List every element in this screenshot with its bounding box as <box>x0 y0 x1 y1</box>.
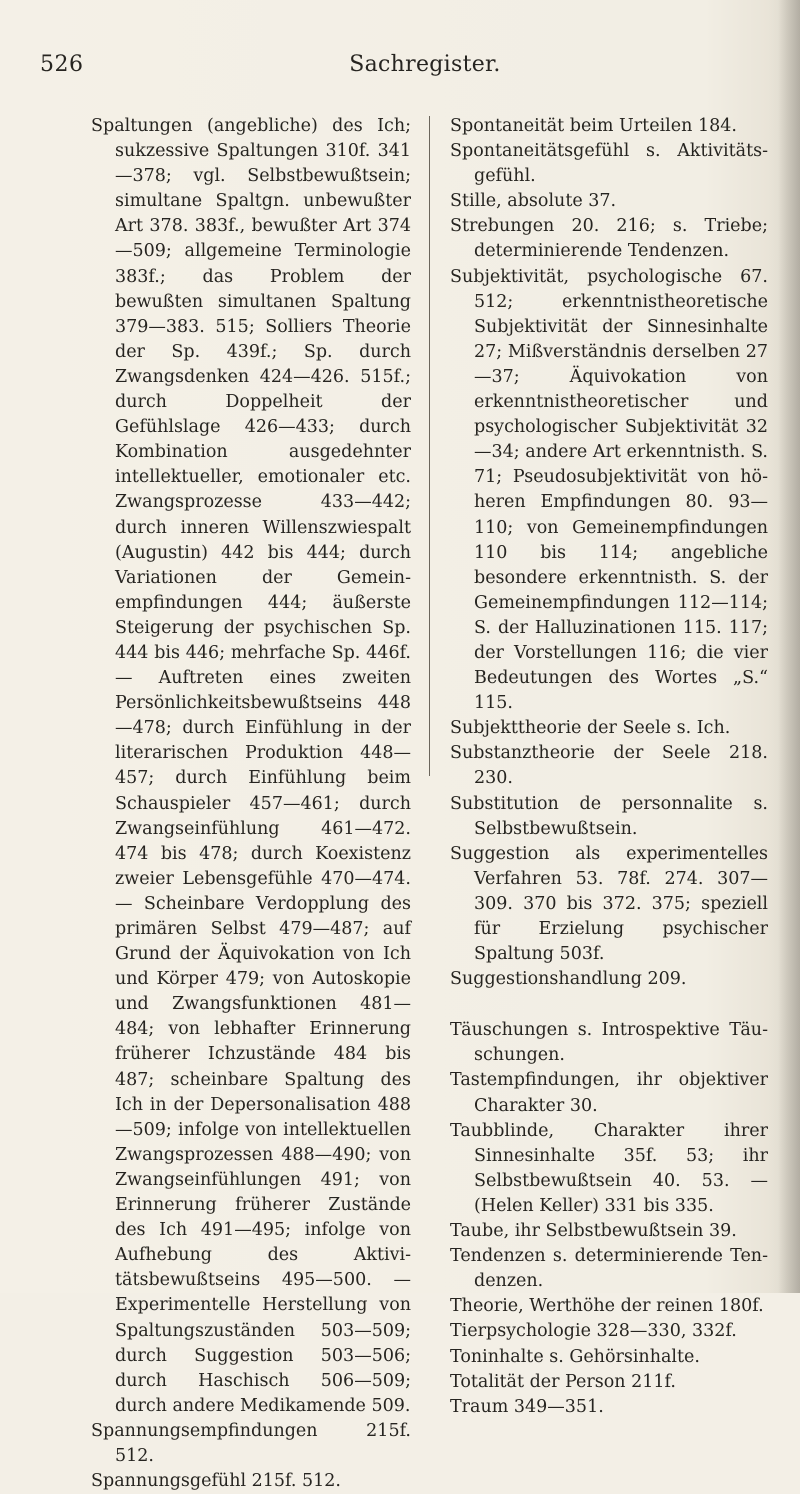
section-gap <box>450 992 768 1018</box>
left-column <box>91 114 411 1494</box>
index-entry: Tendenzen s. determinierende Tendenzen. <box>450 1246 768 1292</box>
index-entry: Taube, ihr Selbstbewußtsein 39. <box>450 1221 737 1242</box>
index-entry: Tastempfindungen, ihr objektiver Charakter 30. <box>450 1070 768 1116</box>
column-divider <box>429 116 430 776</box>
index-entry: Spontaneität beim Urteilen 184. <box>450 116 737 136</box>
index-entry: Suggestionshandlung 209. <box>450 969 687 990</box>
index-entry: Tierpsychologie 328—330, 332f. <box>450 1321 737 1342</box>
index-entry: Suggestion als experimentelles Verfahren 53. 78f. 274. 307—309. 370 bis 372. 375; speziell für Erzielung psychischer Spaltung 503f. <box>450 843 768 965</box>
index-entry: Subjekttheorie der Seele s. Ich. <box>450 718 731 739</box>
page-spine-shadow <box>778 0 800 1293</box>
index-entry: Spannungsgefühl 215f. 512. <box>91 1471 341 1492</box>
page-header <box>0 52 800 88</box>
index-entry: Traum 349—351. <box>450 1396 604 1417</box>
running-head: Sachregister. <box>349 52 501 77</box>
index-entry: Stille, absolute 37. <box>450 191 617 212</box>
index-entry: Täuschungen s. Introspektive Täuschungen. <box>450 1020 768 1066</box>
index-entry: Taubblinde, Charakter ihrer Sinnesinhalte 35f. 53; ihr Selbstbewußtsein 40. 53. — (Helen Keller) 331 bis 335. <box>450 1120 768 1216</box>
index-entry: Substanztheorie der Seele 218. 230. <box>450 743 768 789</box>
index-entry: Toninhalte s. Gehörsinhalte. <box>450 1346 700 1367</box>
index-entry: Substitution de personnalite s. Selbstbewußtsein. <box>450 793 768 839</box>
index-entry: Totalität der Person 211f. <box>450 1371 676 1392</box>
index-entry: Subjektivität, psychologische 67. 512; erkenntnistheoretische Subjektivität der Sinnesinhalte 27; Mißverständnis derselben 27—37; Äquivokation von erkenntnistheoretischer und psychologischer Subjektivität 32—34; andere Art erkenntnisth. S. 71; Pseudosubjektivität von höheren Empfindungen 80. 93—110; von Gemeinempfindungen 110 bis 114; angebliche besondere erkenntnisth. S. der Gemeinempfindungen 112—114; S. der Halluzinationen 115. 117; der Vorstellungen 116; die vier Bedeutungen des Wortes „S.“ 115. <box>450 266 768 714</box>
index-entry: Strebungen 20. 216; s. Triebe; determinierende Tendenzen. <box>450 216 768 262</box>
index-entry: Spontaneitätsgefühl s. Aktivitätsgefühl. <box>450 141 768 187</box>
index-entry: Theorie, Werthöhe der reinen 180f. <box>450 1296 764 1317</box>
index-entry: Spaltungen (angebliche) des Ich; sukzessive Spaltungen 310f. 341—378; vgl. Selbstbewußtsein; simultane Spaltgn. unbewußter Art 378. 383f., bewußter Art 374—509; allgemeine Terminologie 383f.; das Problem der bewußten simultanen Spaltung 379—383. 515; Solliers Theorie der Sp. 439f.; Sp. durch Zwangsdenken 424—426. 515f.; durch Doppelheit der Gefühlslage 426—433; durch Kombination ausgedehnter intellektueller, emotionaler etc. Zwangsprozesse 433—442; durch inneren Willenszwiespalt (Augustin) 442 bis 444; durch Variationen der Gemeinempfindungen 444; äußerste Steigerung der psychischen Sp. 444 bis 446; mehrfache Sp. 446f. — Auftreten eines zweiten Persönlichkeitsbewußtseins 448—478; durch Einfühlung in der literarischen Produktion 448—457; durch Einfühlung beim Schauspieler 457—461; durch Zwangseinfühlung 461—472. 474 bis 478; durch Koexistenz zweier Lebensgefühle 470—474. — Scheinbare Verdopplung des primären Selbst 479—487; auf Grund der Äquivokation von Ich und Körper 479; von Autoskopie und Zwangsfunktionen 481—484; von lebhafter Erinnerung früherer Ichzustände 484 bis 487; scheinbare Spaltung des Ich in der Depersonalisation 488—509; infolge von intellektuellen Zwangsprozessen 488—490; von Zwangseinfühlungen 491; von Erinnerung früherer Zustände des Ich 491—495; infolge von Aufhebung des Aktivitätsbewußtseins 495—500. — Experimentelle Herstellung von Spaltungszuständen 503—509; durch Suggestion 503—506; durch Haschisch 506—509; durch andere Medikamende 509. <box>91 116 411 1416</box>
page-number: 526 <box>40 52 84 77</box>
index-entry: Spannungsempfindungen 215f. 512. <box>91 1420 411 1466</box>
right-column <box>450 114 768 1420</box>
